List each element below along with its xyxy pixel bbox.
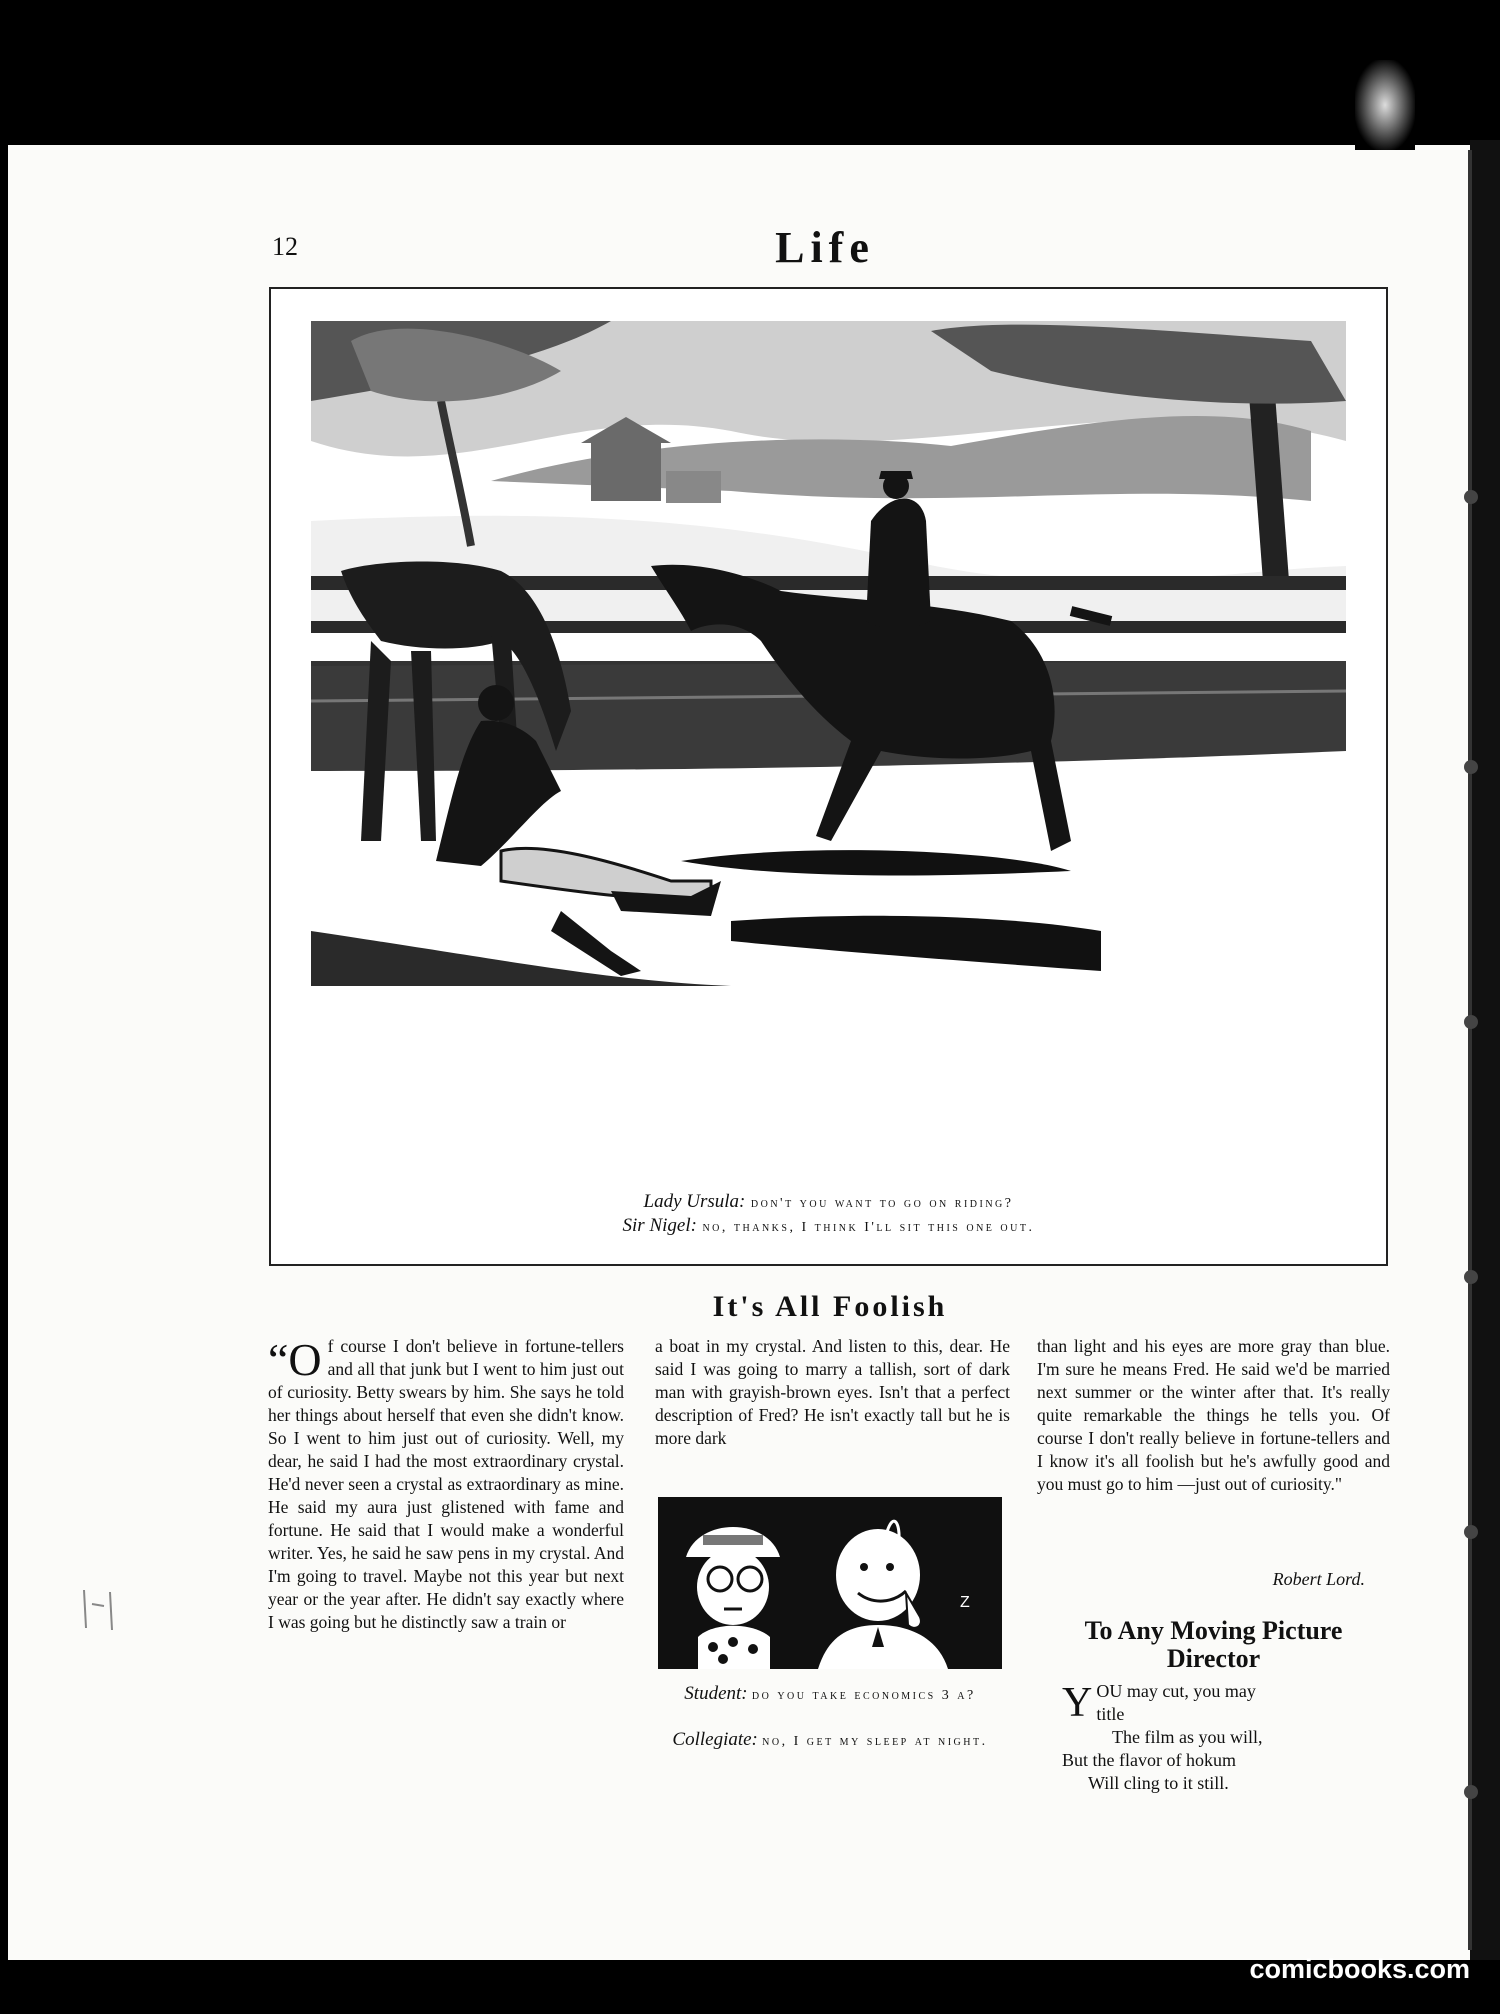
student-collegiate-illustration [658,1497,1002,1669]
masthead-title: Life [775,223,875,272]
caption-speaker: Lady Ursula: [643,1191,746,1212]
author-signature: Robert Lord. [1272,1569,1365,1589]
poem-line: OU may cut, you may title [1096,1681,1256,1724]
poem-drop-cap: Y [1062,1680,1093,1726]
article-column-2: a boat in my crystal. And listen to this, dear. He said I was going to marry a tallish, sort of dark man with grayish-brown eyes. Isn't that a perfect description of Fred? He isn't exactly tall but he is more dark [655,1336,1010,1448]
main-cartoon-caption-line-1 [271,1191,1386,1213]
light-flare [1355,60,1415,150]
caption-speaker: Sir Nigel: [622,1215,697,1236]
poem-line: The film as you will, [1112,1727,1263,1747]
drop-cap: “O [268,1334,322,1385]
caption-speaker: Student: [684,1683,748,1704]
poem-title: To Any Moving Picture Director [1084,1616,1343,1673]
poem-line: But the flavor of hokum [1062,1750,1236,1770]
binding-ring [1464,1785,1478,1799]
main-cartoon-caption-line-2 [271,1215,1386,1237]
caption-text: no, thanks, I think I'll sit this one out. [702,1220,1035,1235]
article-column-1 [268,1335,624,1634]
svg-text:Z: Z [960,1594,970,1611]
small-cartoon-caption-1 [650,1682,1010,1707]
article-column-3: than light and his eyes are more gray than blue. I'm sure he means Fred. He said we'd be married next summer or the winter after that. It's really quite remarkable the things he tells you. Of course I don't really believe in fortune-tellers and I know it's all foolish but he's awfully good and you must go to him —just out of curiosity." [1037,1336,1390,1494]
student-figure [686,1527,780,1669]
binding-ring [1464,1525,1478,1539]
caption-text: don't you want to go on riding? [750,1196,1014,1211]
caption-text: no, I get my sleep at night. [762,1734,988,1749]
poem [1062,1680,1262,1795]
spine-line [1468,150,1472,1950]
student-cartoon [658,1497,1002,1669]
margin-pencil-mark [80,1584,132,1634]
horse-riding-illustration [311,321,1346,1176]
binding-ring [1464,1270,1478,1284]
article-text: f course I don't believe in fortune-tellers and all that junk but I went to him just out of curiosity. Betty swears by him. She says he told her things about herself that even she didn't know. So I went to him just out of curiosity. Well, my dear, he said I had the most extraordinary crystal. He'd never seen a crystal as extraordinary as mine. He said my aura just glistened with fame and fortune. He said that I would make a wonderful writer. Yes, he said he saw pens in my crystal. And I'm going to travel. Maybe not this year but next year or the year after. He didn't say exactly where I was going but he distinctly saw a train or [268,1336,624,1632]
page-number: 12 [272,232,298,261]
binding-ring [1464,760,1478,774]
binding-ring [1464,490,1478,504]
watermark: comicbooks.com [1249,1954,1470,1984]
article-title: It's All Foolish [712,1290,948,1323]
poem-line: Will cling to it still. [1088,1773,1229,1793]
main-cartoon-frame [269,287,1388,1266]
caption-speaker: Collegiate: [672,1729,758,1750]
caption-text: do you take economics 3 a? [751,1688,976,1703]
small-cartoon-caption-2 [650,1728,1010,1753]
binding-ring [1464,1015,1478,1029]
book-spine [1470,140,1500,1960]
